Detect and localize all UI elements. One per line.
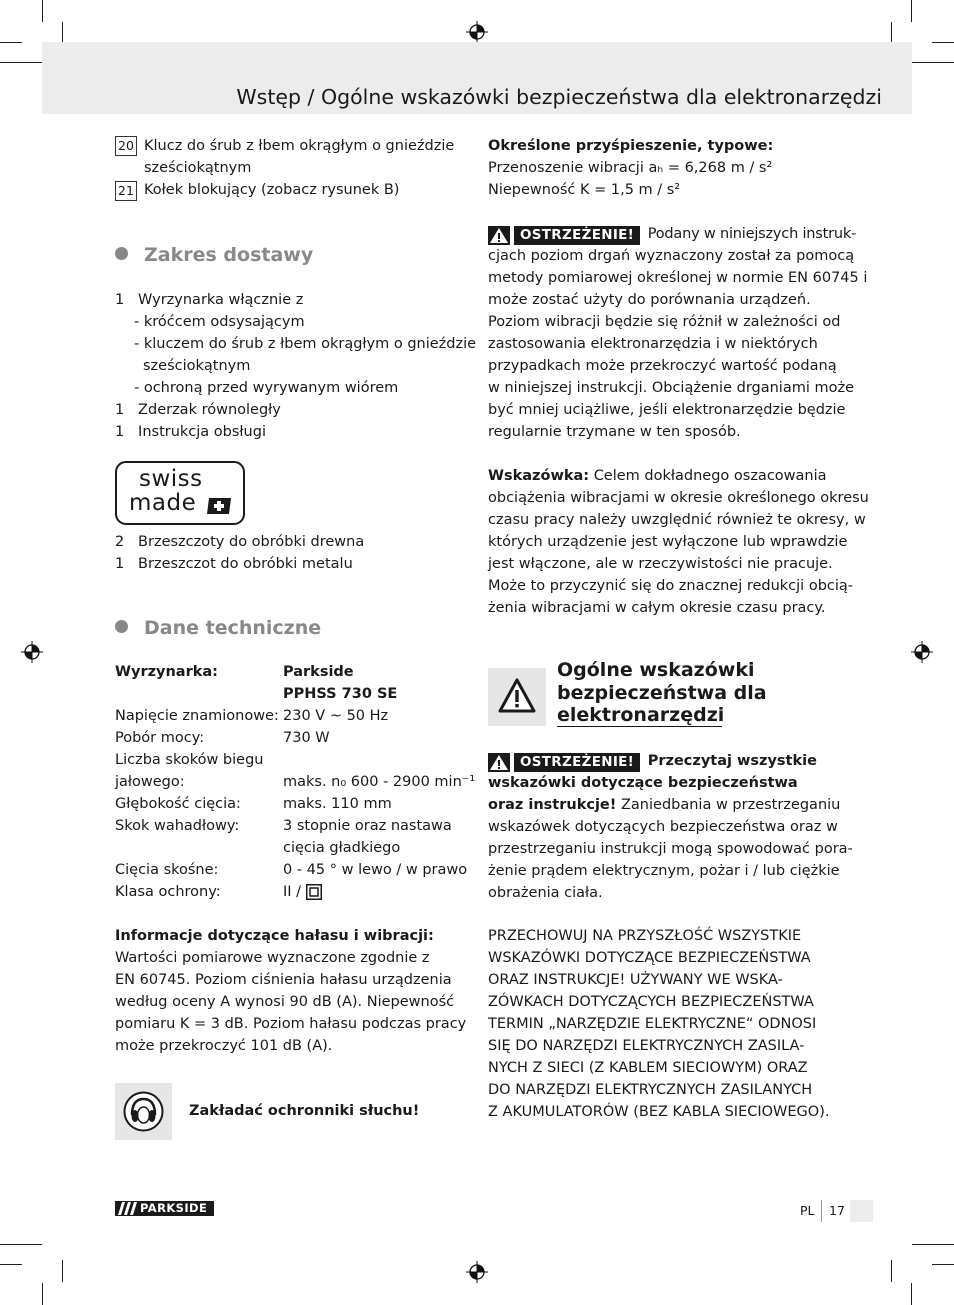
spec-brand: Parkside (283, 664, 354, 680)
warning-line: może zostać użyty do porównania urządzeń. (488, 292, 811, 308)
caps-line: DO NARZĘDZI ELEKTRYCZNYCH ZASILANYCH (488, 1082, 813, 1098)
accel-line: Niepewność K = 1,5 m / s² (488, 182, 681, 198)
warning-line: metody pomiarowej określonej w normie EN 60745 i (488, 270, 868, 286)
footer-tab (850, 1200, 873, 1222)
warning-line: obrażenia ciała. (488, 885, 603, 901)
caps-line: WSKAZÓWKI DOTYCZĄCE BEZPIECZEŃSTWA (488, 950, 811, 966)
heading-underline (557, 726, 722, 727)
hint-line: Może to przyczynić się do znacznej redukcji obcią- (488, 578, 854, 594)
delivery-line: - króćcem odsysającym (134, 314, 305, 330)
noise-line: EN 60745. Poziom ciśnienia hałasu urządzenia (115, 972, 452, 988)
noise-heading: Informacje dotyczące hałasu i wibracji: (115, 928, 434, 944)
hint-line: jest włączone, ale w rzeczywistości nie pracuje. (488, 556, 833, 572)
hint-line: żenia wibracjami w całym okresie czasu pracy. (488, 600, 826, 616)
warning-triangle-icon (488, 226, 510, 245)
section-heading-tech: Dane techniczne (115, 616, 321, 640)
warning-line: wskazówki dotyczące bezpieczeństwa (488, 775, 798, 791)
hint-label: Wskazówka: (488, 468, 590, 484)
spec-value: II / (283, 884, 302, 900)
part-description: Klucz do śrub z łbem okrągłym o gnieździe sześciokątnym (144, 138, 455, 176)
crop-mark (932, 42, 954, 43)
warning-line: Poziom wibracji będzie się różnił w zależności od (488, 314, 841, 330)
hint-line: obciążenia wibracjami w okresie określonego okresu (488, 490, 869, 506)
safety-warning-icon-box (488, 668, 546, 726)
warning-line: żenie prądem elektrycznym, pożar i / lub ciężkie (488, 863, 840, 879)
warning-line: być mniej uciążliwe, jeśli elektronarzędzie będzie (488, 402, 846, 418)
noise-line: Wartości pomiarowe wyznaczone zgodnie z (115, 950, 430, 966)
accel-heading: Określone przyśpieszenie, typowe: (488, 138, 774, 154)
noise-line: według oceny A wynosi 90 dB (A). Niepewność (115, 994, 455, 1010)
crop-mark (911, 1283, 912, 1305)
hint-line: czasu pracy należy uwzględnić również te okresy, w (488, 512, 866, 528)
crop-mark (891, 22, 892, 44)
warning-badge: OSTRZEŻENIE! (488, 753, 640, 772)
spec-label: Liczba skoków biegu (115, 752, 264, 768)
page-title: Wstęp / Ogólne wskazówki bezpieczeństwa dla elektronarzędzi (236, 85, 882, 109)
accel-line: Przenoszenie wibracji aₕ = 6,268 m / s² (488, 160, 773, 176)
warning-block: OSTRZEŻENIE! Podany w niniejszych instruk- (488, 223, 856, 245)
crop-mark (911, 0, 912, 22)
caps-line: PRZECHOWUJ NA PRZYSZŁOŚĆ WSZYSTKIE (488, 928, 802, 944)
warning-line: przestrzeganiu instrukcji mogą spowodować pora- (488, 841, 853, 857)
part-description: Kołek blokujący (zobacz rysunek B) (144, 182, 400, 198)
noise-line: może przekroczyć 101 dB (A). (115, 1038, 333, 1054)
warning-line: oraz instrukcje! Zaniedbania w przestrzeganiu (488, 797, 841, 813)
caps-line: ZÓWKACH DOTYCZĄCYCH BEZPIECZEŃSTWA (488, 994, 814, 1010)
spec-label: Napięcie znamionowe: (115, 708, 279, 724)
spec-label: Głębokość cięcia: (115, 796, 241, 812)
spec-label: Wyrzynarka: (115, 664, 218, 680)
swiss-made-logo: swiss made (115, 461, 245, 525)
bullet-icon (115, 620, 128, 633)
delivery-line: - kluczem do śrub z łbem okrągłym o gnieździe (134, 336, 477, 352)
spec-value: 3 stopnie oraz nastawa (283, 818, 452, 834)
warning-line: regularnie trzymane w ten sposób. (488, 424, 741, 440)
noise-line: pomiaru K = 3 dB. Poziom hałasu podczas pracy (115, 1016, 467, 1032)
hint-line: których urządzenie jest wyłączone lub wprawdzie (488, 534, 848, 550)
spec-label: Cięcia skośne: (115, 862, 219, 878)
warning-line: cjach poziom drgań wyznaczony został za pomocą (488, 248, 855, 264)
crop-mark (912, 1244, 954, 1245)
registration-mark-icon (466, 21, 488, 43)
spec-value: 730 W (283, 730, 330, 746)
spec-label: Pobór mocy: (115, 730, 205, 746)
warning-block: OSTRZEŻENIE! Przeczytaj wszystkie (488, 750, 817, 772)
warning-line: wskazówek dotyczących bezpieczeństwa oraz w (488, 819, 838, 835)
spec-value: 0 - 45 ° w lewo / w prawo (283, 862, 468, 878)
spec-value: maks. 110 mm (283, 796, 392, 812)
hint-first-line: Wskazówka: Celem dokładnego oszacowania (488, 468, 827, 484)
warning-badge: OSTRZEŻENIE! (488, 226, 640, 245)
part-number: 21 (115, 181, 137, 201)
ear-protection-text: Zakładać ochronniki słuchu! (189, 1103, 420, 1119)
crop-mark (932, 1264, 954, 1265)
ear-protection-icon (123, 1091, 164, 1132)
caps-line: TERMIN „NARZĘDZIE ELEKTRYCZNE“ ODNOSI (488, 1016, 817, 1032)
delivery-line: 1 Zderzak równoległy (115, 402, 281, 418)
crop-mark (0, 62, 42, 63)
spec-label: Klasa ochrony: (115, 884, 221, 900)
safety-heading: Ogólne wskazówki bezpieczeństwa dla elektronarzędzi (557, 659, 767, 726)
registration-mark-icon (21, 641, 43, 663)
crop-mark (0, 1244, 42, 1245)
spec-value: 230 V ~ 50 Hz (283, 708, 389, 724)
parkside-logo: PARKSIDE (115, 1201, 214, 1216)
warning-line: przypadkach może przekroczyć wartość podaną (488, 358, 837, 374)
crop-mark (891, 1260, 892, 1282)
crop-mark (42, 0, 43, 22)
caps-line: NYCH Z SIECI (Z KABLEM SIECIOWYM) ORAZ (488, 1060, 808, 1076)
warning-triangle-icon (498, 678, 536, 714)
delivery-line: 1 Instrukcja obsługi (115, 424, 266, 440)
registration-mark-icon (466, 1261, 488, 1283)
crop-mark (0, 42, 22, 43)
protection-class-icon (306, 884, 322, 900)
delivery-line: 1 Wyrzynarka włącznie z (115, 292, 304, 308)
crop-mark (62, 1260, 63, 1282)
section-heading-delivery: Zakres dostawy (115, 243, 313, 267)
page-number: 17 (829, 1203, 845, 1218)
logo-stripes-icon (118, 1202, 138, 1215)
crop-mark (912, 62, 954, 63)
caps-line: SIĘ DO NARZĘDZI ELEKTRYCZNYCH ZASILA- (488, 1038, 805, 1054)
spec-label: jałowego: (115, 774, 185, 790)
spec-model: PPHSS 730 SE (283, 686, 398, 702)
crop-mark (62, 22, 63, 44)
swiss-cross-icon (206, 496, 232, 516)
caps-line: Z AKUMULATORÓW (BEZ KABLA SIECIOWEGO). (488, 1104, 830, 1120)
ear-protection-icon-box (115, 1083, 172, 1140)
delivery-line: 2 Brzeszczoty do obróbki drewna (115, 534, 365, 550)
spec-value: cięcia gładkiego (283, 840, 401, 856)
spec-label: Skok wahadłowy: (115, 818, 240, 834)
delivery-line: 1 Brzeszczot do obróbki metalu (115, 556, 353, 572)
caps-line: ORAZ INSTRUKCJE! UŻYWANY WE WSKA- (488, 972, 783, 988)
delivery-line: - ochroną przed wyrywanym wiórem (134, 380, 399, 396)
bullet-icon (115, 247, 128, 260)
delivery-line: sześciokątnym (143, 358, 251, 374)
warning-line: w niniejszej instrukcji. Obciążenie drganiami może (488, 380, 855, 396)
spec-value: maks. n₀ 600 - 2900 min⁻¹ (283, 774, 476, 790)
crop-mark (42, 1283, 43, 1305)
registration-mark-icon (911, 641, 933, 663)
language-code: PL (800, 1203, 815, 1218)
part-number: 20 (115, 136, 137, 156)
warning-triangle-icon (488, 753, 510, 772)
warning-line: zastosowania elektronarzędzia i w niektórych (488, 336, 818, 352)
crop-mark (0, 1264, 22, 1265)
footer-divider (821, 1200, 822, 1222)
